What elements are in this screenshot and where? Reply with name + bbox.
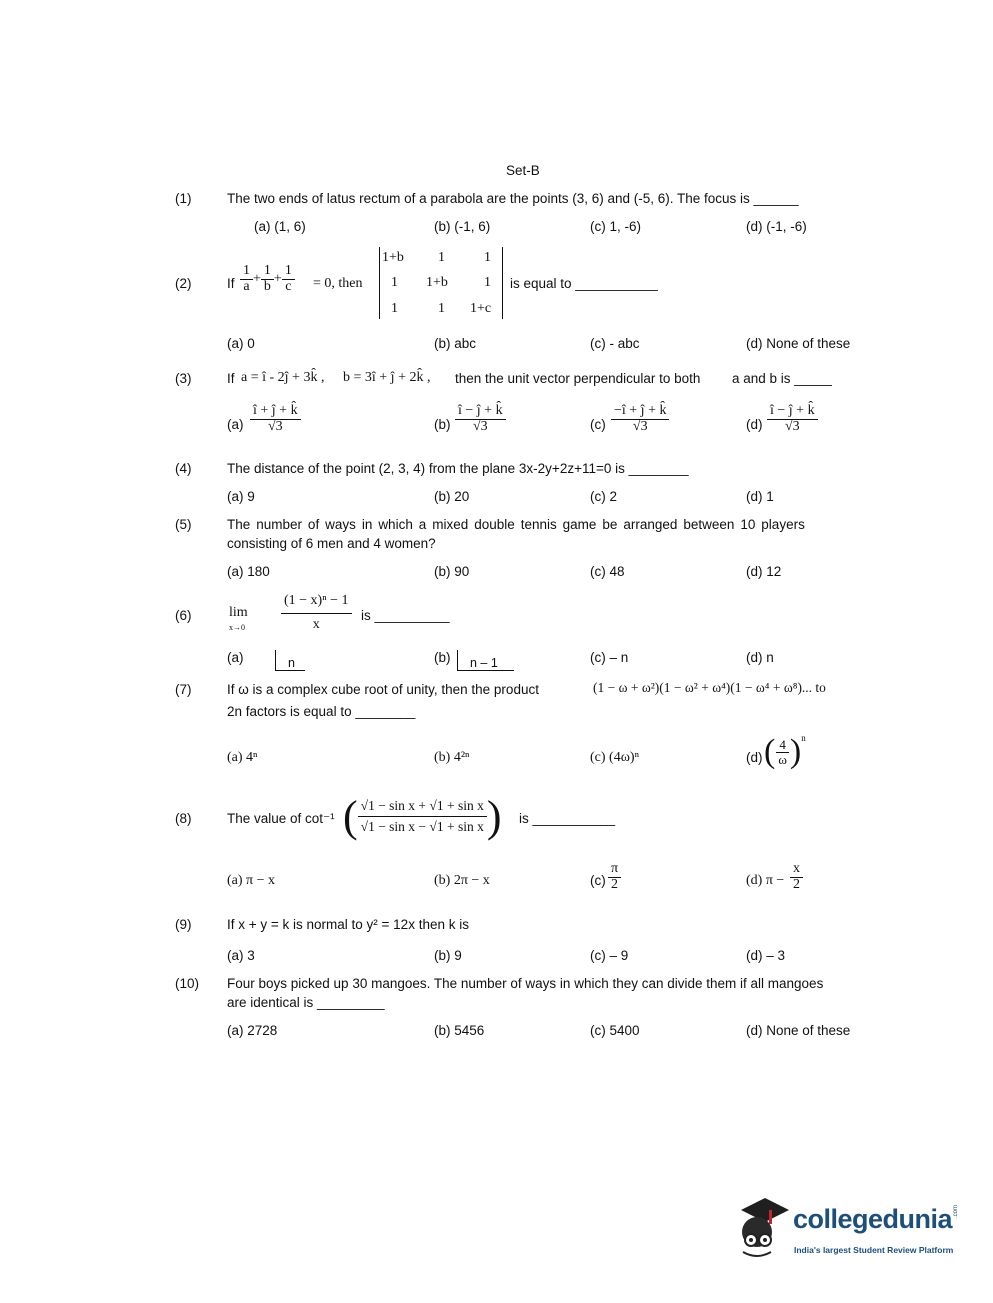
q5-option-c: (c) 48 — [590, 564, 625, 579]
q3-if: If — [227, 371, 235, 386]
q6-option-b-factorial: n – 1 — [457, 650, 514, 671]
q10-option-a: (a) 2728 — [227, 1023, 278, 1038]
q6-number: (6) — [175, 608, 192, 623]
q1-text: The two ends of latus rectum of a parabola are the points (3, 6) and (-5, 6). The focus is ______ — [227, 191, 799, 206]
q6-option-d: (d) n — [746, 650, 774, 665]
q7-option-a: (a) 4ⁿ — [227, 750, 258, 765]
q2-option-c: (c) - abc — [590, 336, 640, 351]
q10-option-c: (c) 5400 — [590, 1023, 640, 1038]
q9-text: If x + y = k is normal to y² = 12x then k is — [227, 917, 469, 932]
q6-option-c: (c) – n — [590, 650, 629, 665]
q4-option-d: (d) 1 — [746, 489, 774, 504]
q8-option-d-label: (d) π − — [746, 873, 785, 888]
q6-option-b-label: (b) — [434, 650, 451, 665]
q2-number: (2) — [175, 276, 192, 291]
q9-number: (9) — [175, 917, 192, 932]
q2-option-d: (d) None of these — [746, 336, 851, 351]
brand-suffix: .com — [953, 1204, 959, 1218]
q5-option-d: (d) 12 — [746, 564, 782, 579]
q10-option-d: (d) None of these — [746, 1023, 851, 1038]
q5-option-a: (a) 180 — [227, 564, 270, 579]
q4-number: (4) — [175, 461, 192, 476]
brand-logo — [735, 1196, 965, 1266]
q5-number: (5) — [175, 517, 192, 532]
q6-option-a-factorial: n — [275, 650, 305, 671]
q3-option-c-label: (c) — [590, 417, 606, 432]
q1-option-c: (c) 1, -6) — [590, 219, 642, 234]
q2-frac-a: $\frac{1}{a}$ — [240, 264, 253, 294]
brand-name: collegedunia — [793, 1204, 953, 1234]
q3-number: (3) — [175, 371, 192, 386]
q7-expression: (1 − ω + ω²)(1 − ω² + ω⁴)(1 − ω⁴ + ω⁸)... to — [593, 680, 826, 695]
q10-text-line1: Four boys picked up 30 mangoes. The number of ways in which they can divide them if all mangoes — [227, 976, 824, 991]
q10-option-b: (b) 5456 — [434, 1023, 485, 1038]
q10-number: (10) — [175, 976, 200, 991]
q4-text: The distance of the point (2, 3, 4) from the plane 3x-2y+2z+11=0 is ________ — [227, 461, 689, 476]
q3-text-end: a and b is _____ — [732, 371, 832, 386]
q2-frac-c: $\frac{1}{c}$ — [282, 264, 295, 294]
brand-tagline: India's largest Student Review Platform — [794, 1245, 954, 1255]
q8-option-d-frac: $\frac{x}{2}$ — [790, 862, 803, 892]
q6-option-a-label: (a) — [227, 650, 244, 665]
q2-condition: = 0, then — [313, 276, 363, 291]
q3-vector-b: b = 3î + ĵ + 2k̂ , — [343, 370, 431, 385]
q2-prefix: If — [227, 276, 235, 291]
q4-option-a: (a) 9 — [227, 489, 255, 504]
q8-number: (8) — [175, 811, 192, 826]
q3-vector-a: a = î - 2ĵ + 3k̂ , — [241, 370, 325, 385]
q7-number: (7) — [175, 682, 192, 697]
q9-option-b: (b) 9 — [434, 948, 462, 963]
q1-option-d: (d) (-1, -6) — [746, 219, 807, 234]
q7-option-d-label: (d) — [746, 750, 763, 765]
q5-text-line1: The number of ways in which a mixed double tennis game be arranged between 10 players — [227, 517, 805, 532]
q3-option-b-label: (b) — [434, 417, 451, 432]
q2-option-b: (b) abc — [434, 336, 477, 351]
q3-option-b-frac: $\frac{î - ĵ + k̂}{√3}$ — [455, 404, 506, 434]
q5-option-b: (b) 90 — [434, 564, 470, 579]
q1-number: (1) — [175, 191, 192, 206]
graduate-mascot-icon — [735, 1196, 791, 1262]
q3-option-d-frac: $\frac{î - ĵ + k̂}{√3}$ — [767, 404, 818, 434]
q3-option-a-frac: $\frac{î + ĵ + k̂}{√3}$ — [250, 404, 301, 434]
q6-suffix: is __________ — [361, 608, 450, 623]
q6-fraction: $\frac{\text{(1 − x)ⁿ − 1}}{x}$ — [281, 594, 352, 632]
q8-option-c-frac: $\frac{\pi}{2}$ — [608, 862, 621, 892]
q8-option-b: (b) 2π − x — [434, 873, 490, 888]
q9-option-c: (c) – 9 — [590, 948, 629, 963]
q9-option-a: (a) 3 — [227, 948, 255, 963]
q4-option-c: (c) 2 — [590, 489, 617, 504]
q3-option-c-frac: $\frac{-î + ĵ + k̂}{√3}$ — [611, 404, 669, 434]
q2-frac-b: $\frac{1}{b}$ — [261, 264, 274, 294]
q7-option-b: (b) 4²ⁿ — [434, 750, 470, 765]
q9-option-d: (d) – 3 — [746, 948, 786, 963]
q8-expression: ( $\frac{\text{√1 − sin x + √1 + sin x}}{\text{√1 − sin x − √1 + sin x}}$ ) — [343, 792, 502, 841]
q2-fractions: $\frac{1}{a}$ + $\frac{1}{b}$ + $\frac{1}{c}$ — [240, 264, 295, 294]
page-title: Set-B — [506, 163, 540, 178]
q7-option-c: (c) (4ω)ⁿ — [590, 750, 639, 765]
q5-text-line2: consisting of 6 men and 4 women? — [227, 536, 436, 551]
q3-option-d-label: (d) — [746, 417, 763, 432]
q8-suffix: is ___________ — [519, 811, 616, 826]
q1-option-b: (b) (-1, 6) — [434, 219, 491, 234]
q2-determinant: 1+b 1 1 1 1+b 1 1 1 1+c — [379, 247, 503, 319]
q1-option-a: (a) (1, 6) — [254, 219, 306, 234]
q8-option-a: (a) π − x — [227, 873, 276, 888]
q3-text: then the unit vector perpendicular to both — [455, 371, 701, 386]
q7-text-line2: 2n factors is equal to ________ — [227, 704, 416, 719]
q2-option-a: (a) 0 — [227, 336, 255, 351]
q8-option-c-label: (c) — [590, 873, 606, 888]
q8-text: The value of cot⁻¹ — [227, 811, 335, 826]
q6-lim: lim x→0 — [229, 605, 248, 632]
q4-option-b: (b) 20 — [434, 489, 470, 504]
q2-suffix: is equal to ___________ — [510, 276, 658, 291]
q7-option-d-expr: ( $\frac{4}{\omega}$ )$^n$ — [764, 733, 806, 770]
q10-text-line2: are identical is _________ — [227, 995, 385, 1010]
q3-option-a-label: (a) — [227, 417, 244, 432]
q7-text-line1: If ω is a complex cube root of unity, then the product — [227, 682, 539, 697]
